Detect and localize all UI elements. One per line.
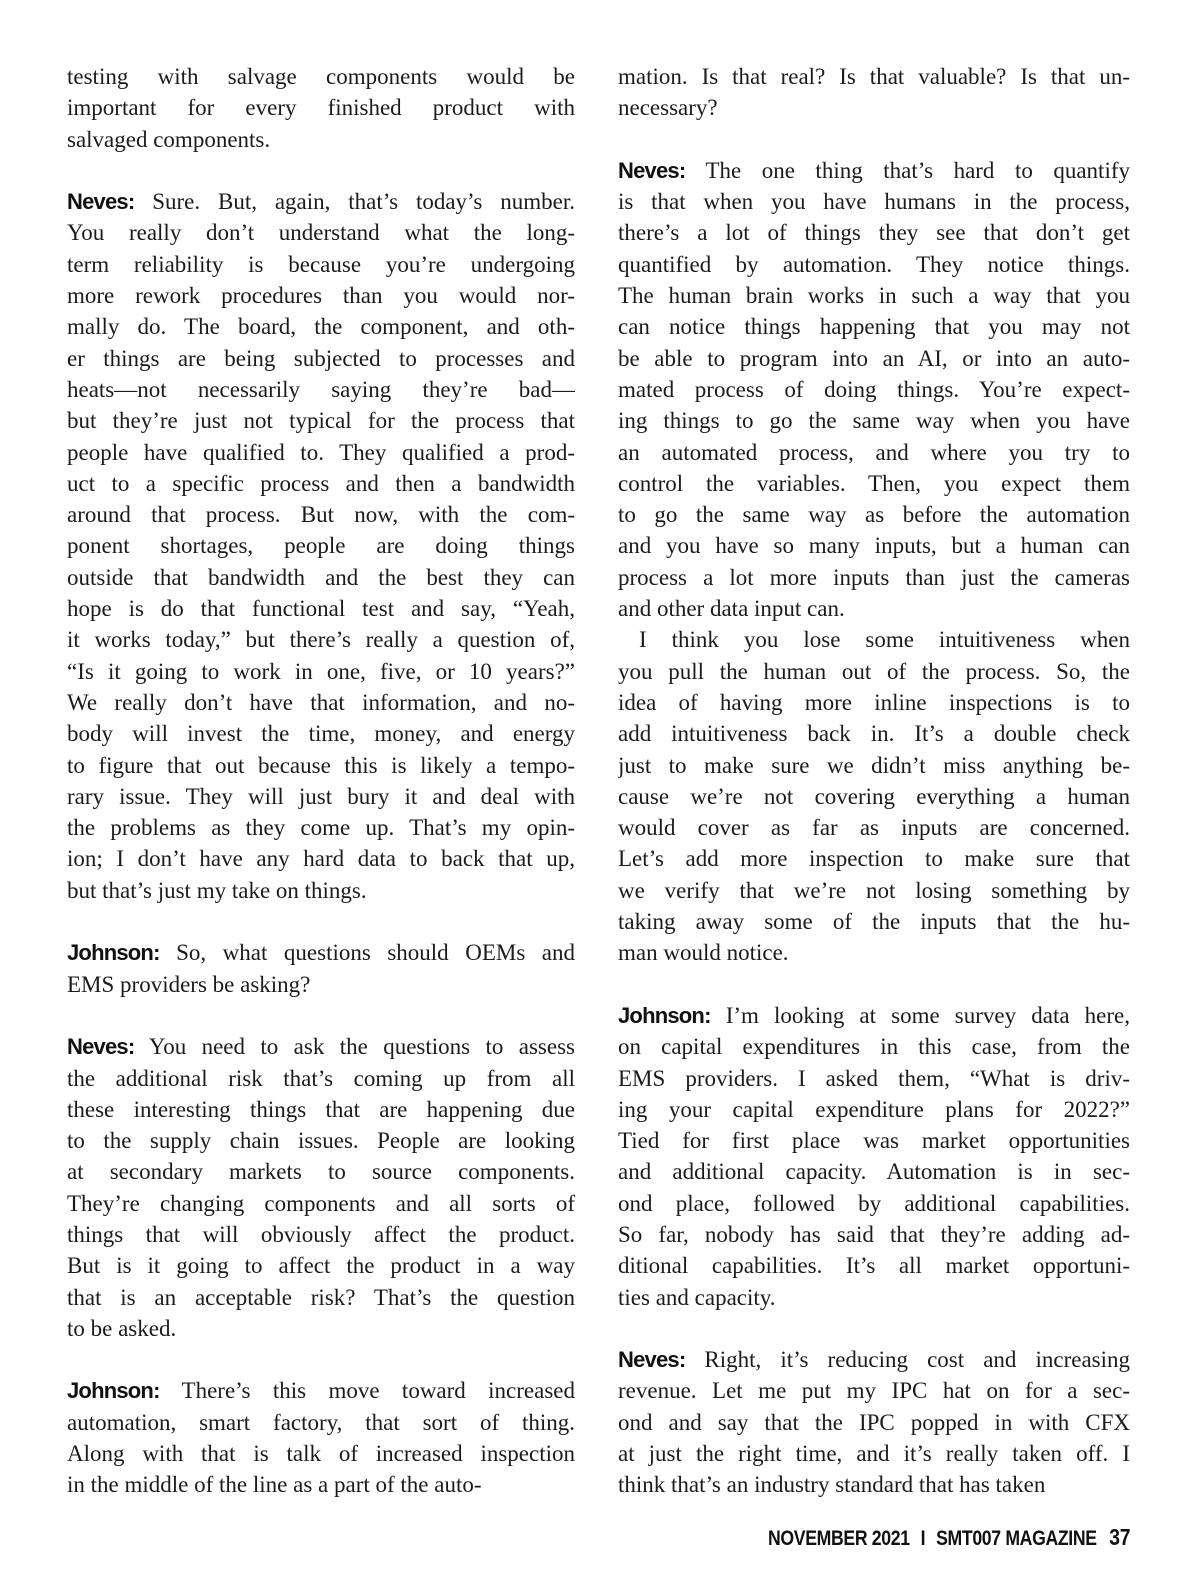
text-line: necessary? <box>618 95 718 121</box>
text-line: at secondary markets to source components. <box>67 1159 575 1185</box>
speaker-label: Johnson: <box>67 940 160 966</box>
text-line: The human brain works in such a way that you <box>618 283 1130 309</box>
text-line: Let’s add more inspection to make sure that <box>618 846 1130 872</box>
text-line: uct to a specific process and then a bandwidth <box>67 470 575 496</box>
speaker-label: Neves: <box>67 1034 135 1060</box>
footer-date: NOVEMBER 2021 <box>767 1527 910 1550</box>
text-line: important for every finished product with <box>67 95 575 121</box>
speaker-label: Johnson: <box>618 1002 711 1028</box>
text-line: Neves: Right, it’s reducing cost and increasing <box>618 1347 1130 1373</box>
footer-magazine-title: SMT007 MAGAZINE <box>935 1527 1097 1550</box>
text-line: add intuitiveness back in. It’s a double check <box>618 721 1130 747</box>
text-line: to the supply chain issues. People are looking <box>67 1128 575 1154</box>
paragraph <box>67 1031 575 1344</box>
text-line: EMS providers. I asked them, “What is driv- <box>618 1065 1130 1091</box>
speaker-label: Neves: <box>67 189 135 215</box>
text-line: cause we’re not covering everything a human <box>618 783 1130 809</box>
text-line: ond place, followed by additional capabilities. <box>618 1190 1130 1216</box>
text-line: We really don’t have that information, and no- <box>67 689 575 715</box>
text-line: mation. Is that real? Is that valuable? Is that un- <box>618 64 1130 89</box>
text-line: more rework procedures than you would nor- <box>67 283 575 309</box>
left-column <box>67 61 575 1501</box>
text-line: and additional capacity. Automation is in sec- <box>618 1159 1130 1185</box>
text-line: just to make sure we didn’t miss anything be- <box>618 752 1130 778</box>
text-line: there’s a lot of things they see that don’t get <box>618 220 1130 246</box>
text-line: and you have so many inputs, but a human can <box>618 533 1130 559</box>
text-line: Tied for first place was market opportunities <box>618 1128 1130 1154</box>
text-line: You really don’t understand what the long- <box>67 220 575 246</box>
text-line: testing with salvage components would be <box>67 64 575 89</box>
paragraph <box>67 1375 575 1500</box>
text-line: control the variables. Then, you expect them <box>618 470 1130 496</box>
text-line: think that’s an industry standard that has taken <box>618 1472 1046 1498</box>
speaker-label: Neves: <box>618 1347 686 1373</box>
text-line: ditional capabilities. It’s all market opportuni- <box>618 1253 1130 1279</box>
speaker-label: Johnson: <box>67 1378 160 1404</box>
text-line: idea of having more inline inspections is to <box>618 689 1130 715</box>
text-line: hope is do that functional test and say, “Yeah, <box>67 596 575 622</box>
text-line: ing your capital expenditure plans for 2022?” <box>618 1096 1130 1122</box>
text-line: things that will obviously affect the product. <box>67 1221 575 1247</box>
text-line: around that process. But now, with the com- <box>67 502 575 528</box>
text-line: Along with that is talk of increased inspection <box>67 1441 575 1467</box>
text-line: ond and say that the IPC popped in with CFX <box>618 1409 1130 1435</box>
text-line: ing things to go the same way when you have <box>618 408 1130 434</box>
text-line: quantified by automation. They notice things. <box>618 251 1130 277</box>
text-line: outside that bandwidth and the best they can <box>67 564 575 590</box>
text-line: automation, smart factory, that sort of thing. <box>67 1409 575 1435</box>
text-line: Neves: You need to ask the questions to assess <box>67 1034 575 1060</box>
text-line: is that when you have humans in the process, <box>618 189 1130 215</box>
text-line: Neves: Sure. But, again, that’s today’s number. <box>67 189 575 215</box>
text-line: taking away some of the inputs that the hu- <box>618 909 1130 935</box>
text-line: to be asked. <box>67 1315 177 1341</box>
text-line: the additional risk that’s coming up from all <box>67 1065 575 1091</box>
speaker-label: Neves: <box>618 157 686 183</box>
text-line: “Is it going to work in one, five, or 10 years?” <box>67 658 575 684</box>
text-line: EMS providers be asking? <box>67 971 311 997</box>
text-line: process a lot more inputs than just the cameras <box>618 564 1130 590</box>
text-line: in the middle of the line as a part of the auto- <box>67 1472 482 1498</box>
text-line: people have qualified to. They qualified a prod- <box>67 439 575 465</box>
text-line: we verify that we’re not losing something by <box>618 877 1130 903</box>
text-line: can notice things happening that you may not <box>618 314 1130 340</box>
text-line: to figure that out because this is likely a tempo- <box>67 752 575 778</box>
paragraph <box>618 1000 1130 1313</box>
paragraph <box>618 624 1130 968</box>
text-line: the problems as they come up. That’s my opin- <box>67 815 575 841</box>
page-footer <box>768 1524 1130 1551</box>
right-column <box>618 61 1130 1501</box>
text-line: ion; I don’t have any hard data to back that up, <box>67 846 575 872</box>
paragraph <box>618 155 1130 624</box>
text-line: salvaged components. <box>67 126 271 152</box>
paragraph <box>618 61 1130 124</box>
text-line: I think you lose some intuitiveness when <box>639 627 1130 653</box>
text-line: that is an acceptable risk? That’s the question <box>67 1284 575 1310</box>
text-line: to go the same way as before the automation <box>618 502 1130 528</box>
text-line: at just the right time, and it’s really taken off. I <box>618 1441 1130 1467</box>
page-number: 37 <box>1109 1524 1130 1550</box>
text-line: Johnson: So, what questions should OEMs and <box>67 940 575 966</box>
text-line: term reliability is because you’re undergoing <box>67 251 575 277</box>
paragraph <box>618 1344 1130 1500</box>
text-line: ties and capacity. <box>618 1284 776 1310</box>
text-line: They’re changing components and all sorts of <box>67 1190 575 1216</box>
text-line: Johnson: I’m looking at some survey data here, <box>618 1002 1130 1028</box>
text-line: an automated process, and where you try to <box>618 439 1130 465</box>
text-line: But is it going to affect the product in a way <box>67 1253 575 1279</box>
text-line: revenue. Let me put my IPC hat on for a sec- <box>618 1378 1130 1404</box>
text-line: Johnson: There’s this move toward increased <box>67 1378 575 1404</box>
text-line: would cover as far as inputs are concerned. <box>618 815 1130 841</box>
text-line: ponent shortages, people are doing things <box>67 533 575 559</box>
text-line: Neves: The one thing that’s hard to quantify <box>618 157 1130 183</box>
footer-separator-icon: I <box>920 1527 926 1550</box>
text-line: mally do. The board, the component, and oth- <box>67 314 575 340</box>
text-line: body will invest the time, money, and energy <box>67 721 575 747</box>
text-line: heats—not necessarily saying they’re bad— <box>67 376 575 402</box>
text-line: So far, nobody has said that they’re adding ad- <box>618 1221 1130 1247</box>
paragraph <box>67 61 575 155</box>
text-line: be able to program into an AI, or into an auto- <box>618 345 1130 371</box>
text-line: but they’re just not typical for the process that <box>67 408 575 434</box>
text-line: and other data input can. <box>618 596 845 622</box>
text-line: er things are being subjected to processes and <box>67 345 575 371</box>
paragraph <box>67 937 575 1000</box>
text-line: but that’s just my take on things. <box>67 877 367 903</box>
paragraph <box>67 186 575 906</box>
text-line: these interesting things that are happening due <box>67 1096 575 1122</box>
text-line: it works today,” but there’s really a question of, <box>67 627 575 653</box>
text-line: rary issue. They will just bury it and deal with <box>67 783 575 809</box>
text-line: you pull the human out of the process. So, the <box>618 658 1130 684</box>
text-line: man would notice. <box>618 940 789 966</box>
text-line: mated process of doing things. You’re expect- <box>618 376 1130 402</box>
text-line: on capital expenditures in this case, from the <box>618 1034 1130 1060</box>
